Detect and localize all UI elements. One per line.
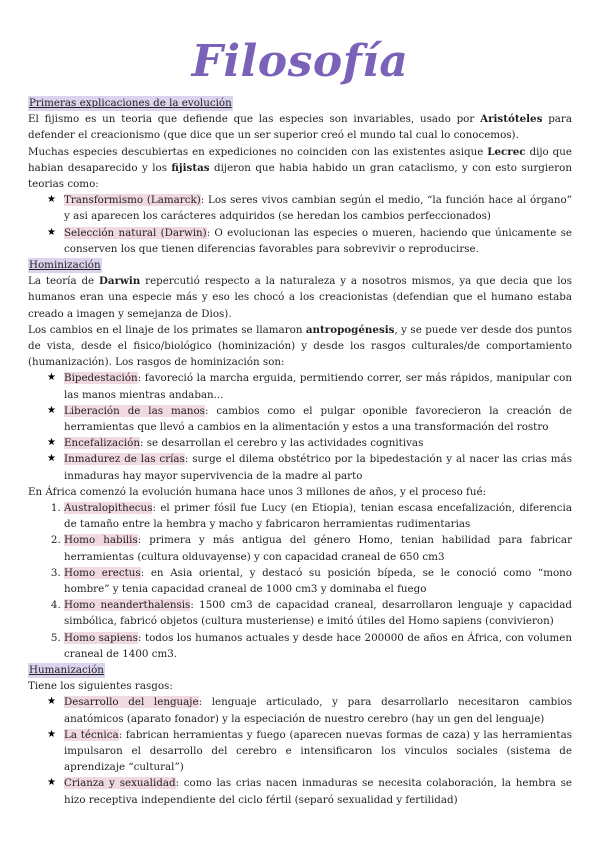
list-item: ★ Encefalización: se desarrollan el cerebro y las actividades cognitivas bbox=[64, 435, 572, 451]
list-item: 2. Homo habilis: primera y más antigua del género Homo, tenian habilidad para fabricar herramientas (cultura olduvayense) y con capacidad craneal de 650 cm3 bbox=[64, 532, 572, 564]
paragraph-especies: Muchas especies descubiertas en expediciones no coinciden con las existentes asique Lecrec dijo que habian desaparecido y los fijistas dijeron que habia habido un gran cataclismo, y con esto surgieron teorias como: bbox=[28, 145, 573, 190]
paragraph-darwin: La teoría de Darwin repercutió respecto a la naturaleza y a nosotros mismos, ya que decia que los humanos eran una especie más y eso les chocó a los creacionistas (defendian que el humano estaba creado a imagen y semejanza de Dios). bbox=[28, 275, 572, 320]
rasgos-hominizacion-list bbox=[28, 370, 572, 483]
section-heading-humanizacion: Humanización bbox=[29, 664, 104, 677]
paragraph-rasgos: Tiene los siguientes rasgos: bbox=[28, 680, 173, 693]
section-heading-hominizacion: Hominización bbox=[29, 259, 101, 272]
evolucion-list bbox=[28, 500, 572, 662]
list-item: 4. Homo neanderthalensis: 1500 cm3 de capacidad craneal, desarrollaron lenguaje y capacidad simbólica, fabricó objetos (cultura musteriense) e imitó útiles del Homo sapiens (convivieron) bbox=[64, 597, 572, 629]
list-item: ★ La técnica: fabrican herramientas y fuego (aparecen nuevas formas de caza) y las herramientas impulsaron el desarrollo del cerebro e intensificaron los vinculos sociales (sistema de aprendizaje “cultural”) bbox=[64, 727, 572, 776]
document-body bbox=[28, 95, 572, 808]
teorias-list bbox=[28, 192, 572, 257]
list-item: 5. Homo sapiens: todos los humanos actuales y desde hace 200000 de años en África, con volumen craneal de 1400 cm3. bbox=[64, 630, 572, 662]
section-heading-primeras-explicaciones: Primeras explicaciones de la evolución bbox=[29, 97, 232, 109]
rasgos-humanizacion-list bbox=[28, 694, 572, 807]
list-item: ★ Inmadurez de las crías: surge el dilema obstétrico por la bipedestación y al nacer las crias más inmaduras hay mayor supervivencia de la madre al parto bbox=[64, 451, 572, 483]
page-title: Filosofía bbox=[191, 36, 409, 87]
paragraph-antropogenesis: Los cambios en el linaje de los primates se llamaron antropogénesis, y se puede ver desde dos puntos de vista, desde el fisico/biológico (hominización) y desde los rasgos culturales/de comportamiento (humanización). Los rasgos de hominización son: bbox=[28, 323, 573, 369]
list-item: ★ Bipedestación: favoreció la marcha erguida, permitiendo correr, ser más rápidos, manipular con las manos mientras andaban... bbox=[64, 370, 572, 402]
paragraph-fijismo: El fijismo es un teoria que defiende que las especies son invariables, usado por Aristóteles para defender el creacionismo (que dice que un ser superior creó el mundo tal cual lo conocemos). bbox=[28, 113, 572, 142]
list-item: 1. Australopithecus: el primer fósil fue Lucy (en Etiopia), tenian escasa encefalización, diferencia de tamaño entre la hembra y macho y fabricaron herramientas rudimentarias bbox=[64, 500, 572, 532]
list-item: ★ Liberación de las manos: cambios como el pulgar oponible favorecieron la creación de herramientas que llevó a cambios en la alimentación y estos a una transformación del rostro bbox=[64, 403, 572, 435]
list-item: 3. Homo erectus: en Asia oriental, y destacó su posición bípeda, se le conoció como “mono hombre” y tenia capacidad craneal de 1000 cm3 y dominaba el fuego bbox=[64, 565, 572, 597]
list-item: ★ Crianza y sexualidad: como las crias nacen inmaduras se necesita colaboración, la hembra se hizo receptiva independiente del ciclo fértil (separó sexualidad y fertilidad) bbox=[64, 775, 572, 807]
list-item: ★ Selección natural (Darwin): O evolucionan las especies o mueren, haciendo que únicamente se conserven los que tienen diferencias favorables para sobrevivir o reproducirse. bbox=[64, 225, 572, 257]
list-item: ★ Desarrollo del lenguaje: lenguaje articulado, y para desarrollarlo necesitaron cambios anatómicos (aparato fonador) y la especiación de nuestro cerebro (hay un gen del lenguaje) bbox=[64, 694, 572, 726]
paragraph-africa: En África comenzó la evolución humana hace unos 3 millones de años, y el proceso fué: bbox=[28, 485, 487, 498]
list-item: ★ Transformismo (Lamarck): Los seres vivos cambian según el medio, “la función hace al órgano” y asi aparecen los carácteres adquiridos (se heredan los cambios perfeccionados) bbox=[64, 192, 572, 224]
